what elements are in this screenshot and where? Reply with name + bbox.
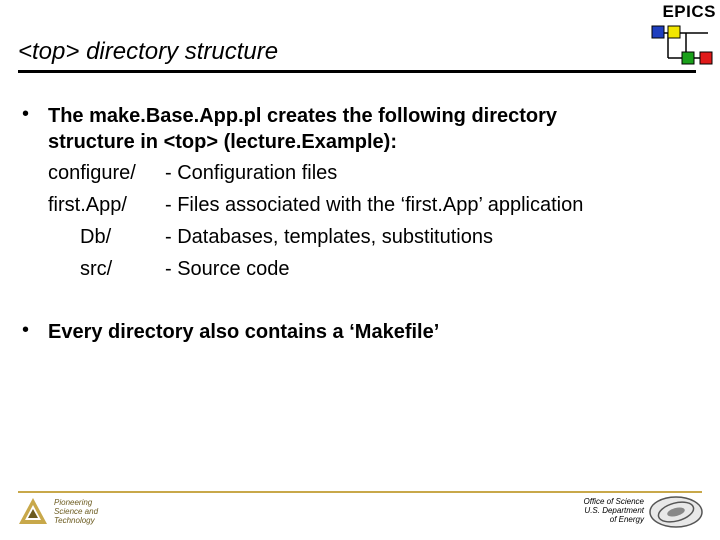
title-divider xyxy=(18,70,696,73)
bullet1-line1: The make.Base.App.pl creates the following directory xyxy=(48,105,558,127)
epics-brand: EPICS xyxy=(662,2,716,21)
footer-right-text xyxy=(584,497,644,524)
bullet-dot: • xyxy=(22,103,30,125)
footer-left-text xyxy=(54,498,98,525)
dir-name: first.App/ xyxy=(48,194,127,216)
slide-title: <top> directory structure xyxy=(18,38,279,65)
footer-left-line: Pioneering xyxy=(54,498,93,507)
footer-right-line: of Energy xyxy=(609,515,644,524)
dir-description: - Source code xyxy=(165,258,290,280)
footer-right-line: U.S. Department xyxy=(584,506,644,515)
dir-name: Db/ xyxy=(80,226,112,248)
dir-description: - Databases, templates, substitutions xyxy=(165,226,493,248)
footer-divider xyxy=(18,491,702,493)
footer-left-line: Technology xyxy=(54,516,95,525)
bullet2-text: Every directory also contains a ‘Makefile’ xyxy=(48,321,440,343)
argonne-logo-icon xyxy=(18,496,48,526)
footer-left-line: Science and xyxy=(54,507,99,516)
doe-logo-icon xyxy=(648,495,704,529)
dir-name: configure/ xyxy=(48,162,136,184)
bullet-dot: • xyxy=(22,319,30,341)
footer-right-line: Office of Science xyxy=(583,497,644,506)
dir-description: - Configuration files xyxy=(165,162,338,184)
epics-logo-icon xyxy=(648,22,716,66)
bullet1-line2: structure in <top> (lecture.Example): xyxy=(48,131,397,153)
dir-description: - Files associated with the ‘first.App’ application xyxy=(165,194,584,216)
dir-name: src/ xyxy=(80,258,113,280)
